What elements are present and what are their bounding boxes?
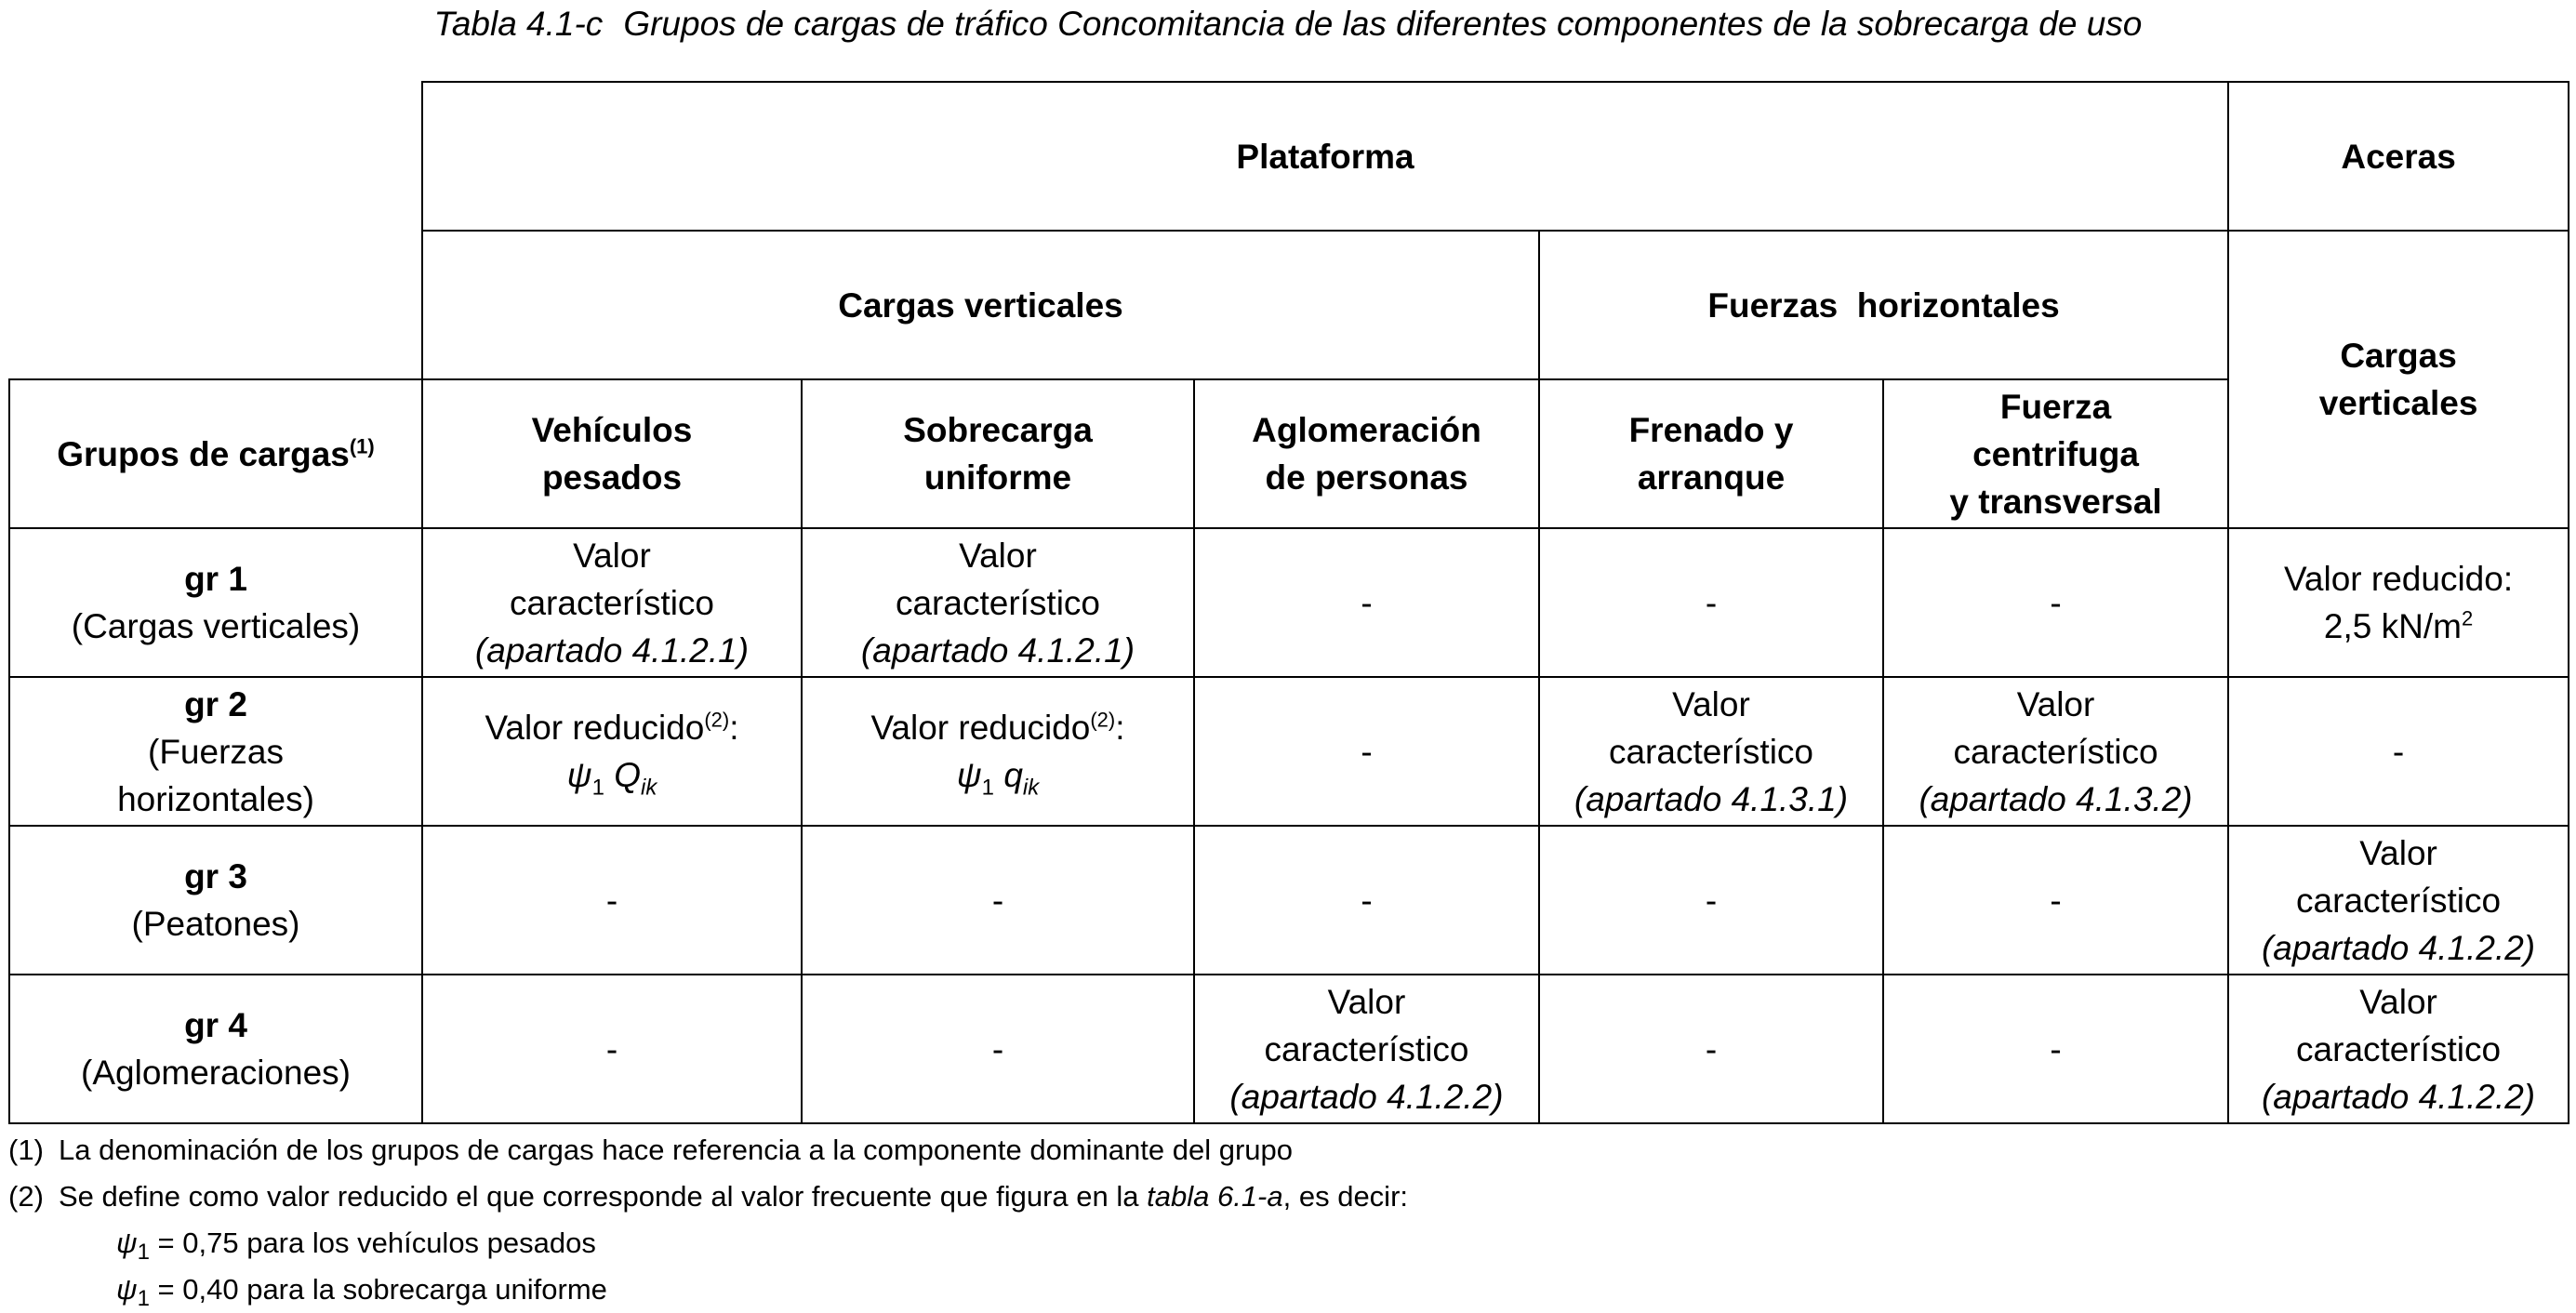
footnote-1 [8, 1127, 1408, 1174]
header-aceras-cargas-verticales [2228, 231, 2569, 528]
row-gr3-ace-line-3: (apartado 4.1.2.2) [2261, 928, 2536, 967]
header-fuerza-line-1: Fuerza [1999, 387, 2112, 426]
row-gr1-ace-line-2 [2233, 603, 2564, 650]
row-gr3-frenado: - [1539, 826, 1883, 975]
row-gr3-code: gr 3 [184, 857, 247, 895]
row-gr4-label [9, 975, 422, 1123]
header-plataforma: Plataforma [422, 82, 2228, 231]
row-gr4-code: gr 4 [184, 1006, 247, 1044]
header-aceras-line-2: verticales [2318, 384, 2478, 422]
footnote-psi-text-1: = 0,75 para los vehículos pesados [149, 1227, 596, 1259]
row-gr1-label [9, 528, 422, 677]
header-aceras: Aceras [2228, 82, 2569, 231]
header-sobrecarga-line-1: Sobrecarga [903, 411, 1093, 449]
row-gr1-ace-line-1: Valor reducido: [2284, 560, 2514, 598]
row-gr2-sob-colon: : [1115, 709, 1125, 747]
row-gr3-desc: (Peatones) [131, 905, 300, 943]
row-gr3-label [9, 826, 422, 975]
header-row-1 [9, 82, 2569, 231]
row-gr2-sob-q: q [1003, 756, 1023, 794]
row-gr2-code: gr 2 [184, 684, 247, 723]
row-gr4-desc: (Aglomeraciones) [81, 1054, 351, 1092]
footnote-psi-symbol-1: ψ [116, 1227, 138, 1259]
row-gr1-aglomeracion: - [1194, 528, 1539, 677]
header-grupos-label: Grupos de cargas [57, 434, 350, 473]
row-gr4-agl-line-1: Valor [1327, 982, 1406, 1021]
table-number: Tabla 4.1-c [433, 5, 604, 43]
row-gr2-sobrecarga [802, 677, 1194, 826]
row-gr2-veh-text: Valor reducido [485, 709, 705, 747]
row-gr4-aglomeracion [1194, 975, 1539, 1123]
header-aceras-line-1: Cargas [2340, 337, 2457, 375]
row-gr4-ace-line-1: Valor [2359, 982, 2437, 1021]
row-gr1-frenado: - [1539, 528, 1883, 677]
footnote-1-mark: (1) [8, 1134, 44, 1166]
table-row [9, 826, 2569, 975]
row-gr2-sob-formula [806, 751, 1189, 799]
row-gr2-desc-line-2: horizontales) [117, 779, 314, 818]
row-gr1-sob-line-3: (apartado 4.1.2.1) [860, 630, 1135, 670]
row-gr2-aglomeracion: - [1194, 677, 1539, 826]
row-gr1-desc: (Cargas verticales) [71, 607, 361, 645]
corner-cell [9, 82, 422, 379]
header-aglomeracion-line-2: de personas [1265, 458, 1468, 497]
header-grupos-de-cargas [9, 379, 422, 528]
row-gr3-aglomeracion: - [1194, 826, 1539, 975]
row-gr2-sob-footnote: (2) [1090, 708, 1116, 732]
footnote-2-end: , es decir: [1282, 1180, 1409, 1213]
row-gr2-fue-line-3: (apartado 4.1.3.2) [1919, 779, 2193, 818]
row-gr2-veh-colon: : [729, 709, 739, 747]
footnote-1-text: La denominación de los grupos de cargas hace referencia a la componente dominante del grupo [59, 1134, 1293, 1166]
row-gr1-sob-line-1: Valor [959, 536, 1037, 575]
row-gr2-label [9, 677, 422, 826]
row-gr1-sob-line-2: característico [895, 583, 1100, 622]
row-gr4-agl-line-2: característico [1264, 1029, 1469, 1068]
footnote-psi-vehicles [8, 1220, 1408, 1267]
header-fuerza-centrifuga [1883, 379, 2228, 528]
row-gr2-sob-psi: ψ [956, 756, 982, 794]
row-gr2-veh-line-1 [427, 704, 797, 751]
row-gr2-sob-q-sub: ik [1022, 775, 1040, 801]
table-row [9, 528, 2569, 677]
row-gr2-veh-q: Q [614, 756, 641, 794]
row-gr2-aceras: - [2228, 677, 2569, 826]
header-fuerzas-horizontales [1539, 231, 2228, 379]
row-gr2-sob-psi-sub: 1 [981, 775, 995, 801]
row-gr1-ace-value: 2,5 kN/m [2323, 607, 2462, 645]
header-fuerza-line-3: y transversal [1949, 482, 2162, 521]
footnote-psi-text-2: = 0,40 para la sobrecarga uniforme [149, 1273, 607, 1306]
header-grupos-footnote: (1) [349, 434, 375, 458]
footnote-psi-uniform [8, 1267, 1408, 1313]
row-gr1-sobrecarga [802, 528, 1194, 677]
table-title: Grupos de cargas de tráfico Concomitancia de las diferentes componentes de la sobrecarga de uso [623, 5, 2143, 43]
row-gr4-agl-line-3: (apartado 4.1.2.2) [1229, 1077, 1504, 1116]
row-gr1-veh-line-3: (apartado 4.1.2.1) [474, 630, 750, 670]
row-gr1-veh-line-2: característico [509, 583, 714, 622]
row-gr3-aceras [2228, 826, 2569, 975]
row-gr2-veh-psi-sub: 1 [591, 775, 604, 801]
row-gr3-ace-line-2: característico [2296, 881, 2502, 920]
row-gr2-fuerza [1883, 677, 2228, 826]
row-gr2-fue-line-2: característico [1953, 732, 2158, 771]
header-frenado-arranque [1539, 379, 1883, 528]
row-gr2-veh-footnote: (2) [704, 708, 730, 732]
header-cargas-verticales: Cargas verticales [422, 231, 1539, 379]
footnote-psi-symbol-2: ψ [116, 1273, 138, 1306]
row-gr2-veh-q-sub: ik [641, 775, 657, 801]
row-gr4-sobrecarga: - [802, 975, 1194, 1123]
table-caption [0, 4, 2576, 45]
header-sobrecarga-uniforme [802, 379, 1194, 528]
header-vehiculos-line-1: Vehículos [531, 411, 693, 449]
row-gr1-vehiculos [422, 528, 802, 677]
row-gr1-veh-line-1: Valor [573, 536, 651, 575]
header-fuerza-line-2: centrifuga [1972, 434, 2139, 473]
row-gr4-aceras [2228, 975, 2569, 1123]
row-gr2-desc-line-1: (Fuerzas [148, 732, 284, 771]
row-gr3-sobrecarga: - [802, 826, 1194, 975]
header-frenado-line-1: Frenado y [1628, 411, 1794, 449]
footnote-2-table-ref: tabla 6.1-a [1147, 1180, 1283, 1213]
header-fuerzas-horizontales-text: Fuerzas horizontales [1707, 285, 2060, 325]
row-gr2-vehiculos [422, 677, 802, 826]
row-gr1-aceras [2228, 528, 2569, 677]
header-vehiculos-line-2: pesados [541, 458, 683, 497]
table-row [9, 677, 2569, 826]
row-gr2-fre-line-1: Valor [1672, 684, 1750, 723]
row-gr4-fuerza: - [1883, 975, 2228, 1123]
header-aglomeracion-line-1: Aglomeración [1252, 411, 1481, 449]
row-gr4-ace-line-2: característico [2296, 1029, 2502, 1068]
row-gr2-sob-text: Valor reducido [870, 709, 1091, 747]
row-gr4-ace-line-3: (apartado 4.1.2.2) [2261, 1077, 2536, 1116]
row-gr2-fre-line-2: característico [1608, 732, 1813, 771]
footnote-2 [8, 1174, 1408, 1220]
row-gr1-code: gr 1 [184, 560, 247, 598]
row-gr3-vehiculos: - [422, 826, 802, 975]
footnote-2-mark: (2) [8, 1180, 44, 1213]
load-groups-table [8, 81, 2569, 1124]
row-gr2-veh-formula [427, 751, 797, 799]
header-row-3 [9, 379, 2569, 528]
row-gr4-frenado: - [1539, 975, 1883, 1123]
row-gr4-vehiculos: - [422, 975, 802, 1123]
row-gr2-fue-line-1: Valor [2016, 684, 2095, 723]
row-gr2-veh-psi: ψ [566, 756, 592, 794]
row-gr2-sob-line-1 [806, 704, 1189, 751]
footnotes [8, 1127, 1408, 1313]
row-gr1-fuerza: - [1883, 528, 2228, 677]
header-frenado-line-2: arranque [1637, 458, 1786, 497]
row-gr1-ace-exponent: 2 [2461, 606, 2474, 630]
row-gr2-fre-line-3: (apartado 4.1.3.1) [1573, 779, 1849, 818]
header-aglomeracion-personas [1194, 379, 1539, 528]
header-sobrecarga-line-2: uniforme [923, 458, 1072, 497]
row-gr3-fuerza: - [1883, 826, 2228, 975]
row-gr3-ace-line-1: Valor [2359, 833, 2437, 872]
footnote-2-text: Se define como valor reducido el que corresponde al valor frecuente que figura en la [59, 1180, 1148, 1213]
row-gr2-frenado [1539, 677, 1883, 826]
footnote-psi-sub-1: 1 [137, 1240, 150, 1266]
header-vehiculos-pesados [422, 379, 802, 528]
footnote-psi-sub-2: 1 [137, 1286, 150, 1312]
table-row [9, 975, 2569, 1123]
